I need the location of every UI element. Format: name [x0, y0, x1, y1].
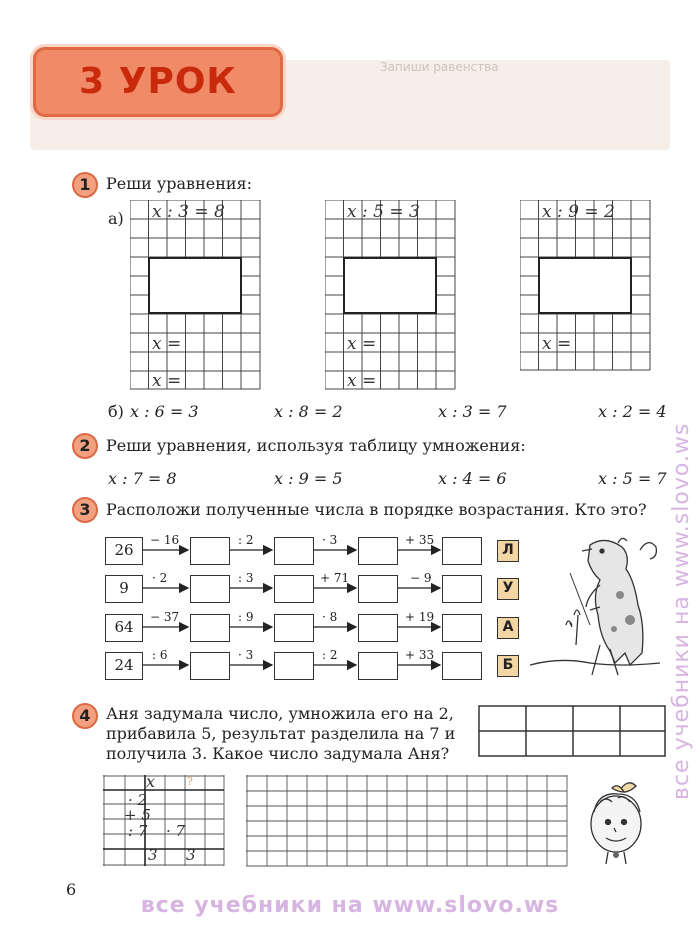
task-4-line-1: Аня задумала число, умножила его на 2, — [106, 704, 454, 723]
chain-1-start: 26 — [105, 537, 143, 565]
chain-3-box-2[interactable] — [274, 614, 314, 642]
task-2-equation-4: x : 5 = 7 — [598, 469, 667, 488]
task-1-b-equation-3: x : 3 = 7 — [438, 402, 507, 421]
chain-3-op-3: · 8 — [322, 610, 338, 624]
grid-2[interactable] — [325, 200, 456, 390]
chain-2-op-1: · 2 — [152, 571, 168, 585]
chain-1-box-2[interactable] — [274, 537, 314, 565]
chain-1-box-3[interactable] — [358, 537, 398, 565]
task-1-part-b-label: б) — [108, 402, 124, 421]
chain-2-op-4: − 9 — [410, 571, 432, 585]
task-4-solution-grid[interactable] — [246, 775, 568, 867]
chain-3-letter: А — [497, 617, 519, 639]
chain-2-op-3: + 71 — [320, 571, 350, 585]
task-1-part-a-label: а) — [108, 209, 124, 228]
grid-3[interactable] — [520, 200, 651, 371]
scheme-row-3-right: · 7 — [166, 822, 186, 840]
chain-2-op-2: : 3 — [238, 571, 254, 585]
scheme-row-4-right: 3 — [186, 846, 196, 864]
chain-2-box-2[interactable] — [274, 575, 314, 603]
chain-4-op-2: · 3 — [238, 648, 254, 662]
chain-4-box-1[interactable] — [190, 652, 230, 680]
chain-3-op-1: − 37 — [150, 610, 180, 624]
task-1-title: Реши уравнения: — [106, 174, 253, 193]
task-4-scheme-grid[interactable] — [103, 775, 225, 867]
girl-illustration — [578, 772, 658, 872]
chain-1-letter: Л — [497, 540, 519, 562]
chain-4-box-4[interactable] — [442, 652, 482, 680]
chain-1-op-2: : 2 — [238, 533, 254, 547]
scheme-row-4-left: 3 — [148, 846, 158, 864]
chain-4-start: 24 — [105, 652, 143, 680]
grid-1-answer-label-1: x = — [152, 334, 182, 354]
task-4-badge: 4 — [72, 703, 98, 729]
task-1-b-equation-2: x : 8 = 2 — [274, 402, 343, 421]
faded-header-text: Запиши равенства — [380, 60, 499, 74]
chain-2-letter: У — [497, 578, 519, 600]
chain-4-op-4: + 33 — [405, 648, 435, 662]
task-3-badge: 3 — [72, 497, 98, 523]
grid-1[interactable] — [130, 200, 261, 390]
task-1-badge: 1 — [72, 172, 98, 198]
vertical-watermark — [660, 60, 696, 820]
chain-4-box-2[interactable] — [274, 652, 314, 680]
task-2-equation-3: x : 4 = 6 — [438, 469, 507, 488]
grid-3-answer-label-1: x = — [542, 334, 572, 354]
task-4-line-2: прибавила 5, результат разделила на 7 и — [106, 724, 456, 743]
page-number: 6 — [66, 880, 77, 899]
scheme-row-1: · 2 — [128, 791, 148, 809]
chain-4-letter: Б — [497, 655, 519, 677]
task-2-badge: 2 — [72, 433, 98, 459]
scheme-head: x — [146, 772, 156, 791]
task-4-answer-table[interactable] — [478, 705, 668, 758]
chain-1-op-3: · 3 — [322, 533, 338, 547]
chain-3-box-1[interactable] — [190, 614, 230, 642]
chain-1-op-1: − 16 — [150, 533, 180, 547]
grid-2-answer-label-1: x = — [347, 334, 377, 354]
chain-2-box-3[interactable] — [358, 575, 398, 603]
grid-2-equation: x : 5 = 3 — [347, 202, 420, 222]
chain-3-start: 64 — [105, 614, 143, 642]
chain-1-box-4[interactable] — [442, 537, 482, 565]
chain-3-op-2: : 9 — [238, 610, 254, 624]
chain-2-box-4[interactable] — [442, 575, 482, 603]
lesson-title: 3 УРОК — [79, 61, 237, 102]
scheme-row-3-left: : 7 — [128, 822, 148, 840]
scheme-question: ? — [187, 775, 193, 788]
chain-3-op-4: + 19 — [405, 610, 435, 624]
chain-4-op-1: : 6 — [152, 648, 168, 662]
task-1-b-equation-4: x : 2 = 4 — [598, 402, 667, 421]
chain-2-start: 9 — [105, 575, 143, 603]
chain-3-box-4[interactable] — [442, 614, 482, 642]
grid-1-equation: x : 3 = 8 — [152, 202, 225, 222]
task-2-title: Реши уравнения, используя таблицу умножения: — [106, 436, 526, 455]
chain-4-op-3: : 2 — [322, 648, 338, 662]
task-2-equation-1: x : 7 = 8 — [108, 469, 177, 488]
chain-1-op-4: + 35 — [405, 533, 435, 547]
scheme-row-2: + 5 — [124, 806, 151, 824]
grid-1-answer-label-2: x = — [152, 371, 182, 391]
chain-3-box-3[interactable] — [358, 614, 398, 642]
bottom-watermark: все учебники на www.slovo.ws — [140, 893, 560, 918]
bear-illustration — [530, 525, 665, 685]
grid-2-answer-label-2: x = — [347, 371, 377, 391]
task-3-title: Расположи полученные числа в порядке возрастания. Кто это? — [106, 500, 647, 519]
chain-2-box-1[interactable] — [190, 575, 230, 603]
grid-3-equation: x : 9 = 2 — [542, 202, 615, 222]
chain-1-box-1[interactable] — [190, 537, 230, 565]
task-1-b-equation-1: x : 6 = 3 — [130, 402, 199, 421]
task-2-equation-2: x : 9 = 5 — [274, 469, 343, 488]
chain-4-box-3[interactable] — [358, 652, 398, 680]
task-4-line-3: получила 3. Какое число задумала Аня? — [106, 744, 450, 763]
vertical-watermark-text: все учебники на www.slovo.ws — [669, 422, 694, 800]
